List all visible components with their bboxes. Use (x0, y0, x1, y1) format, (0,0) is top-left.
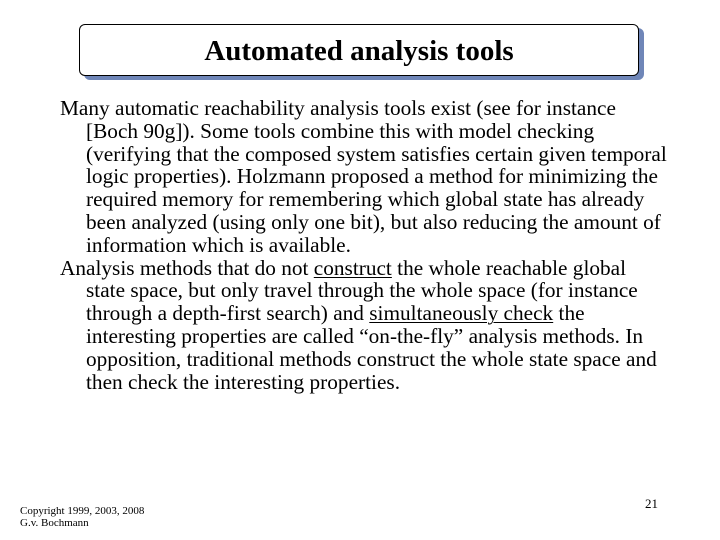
paragraph-on-the-fly (60, 257, 670, 394)
paragraph-text-part2: the whole reachable global state space, but only travel through the whole space (for instance through a depth-first search) and (86, 255, 638, 326)
paragraph-reachability-tools: Many automatic reachability analysis tools exist (see for instance [Boch 90g]). Some tools combine this with model checking (verifying that the composed system satisfies certain given temporal logic properties). Holzmann proposed a method for minimizing the required memory for remembering which global state has already been analyzed (using only one bit), but also reducing the amount of information which is available. (60, 96, 667, 257)
underlined-simultaneously-check: simultaneously check (369, 301, 554, 326)
title-box (79, 24, 639, 76)
paragraph-text-part3: the interesting properties are called “on-the-fly” analysis methods. In opposition, traditional methods construct the whole state space and then check the interesting properties. (86, 301, 657, 394)
underlined-construct: construct (313, 255, 392, 280)
slide-title: Automated analysis tools (204, 34, 514, 67)
page-number: 21 (645, 496, 658, 511)
paragraph-text-part1: Analysis methods that do not (60, 255, 314, 280)
author-line: G.v. Bochmann (20, 517, 89, 529)
footer-copyright (20, 505, 144, 529)
copyright-line: Copyright 1999, 2003, 2008 (20, 505, 145, 517)
slide-body (60, 97, 670, 393)
